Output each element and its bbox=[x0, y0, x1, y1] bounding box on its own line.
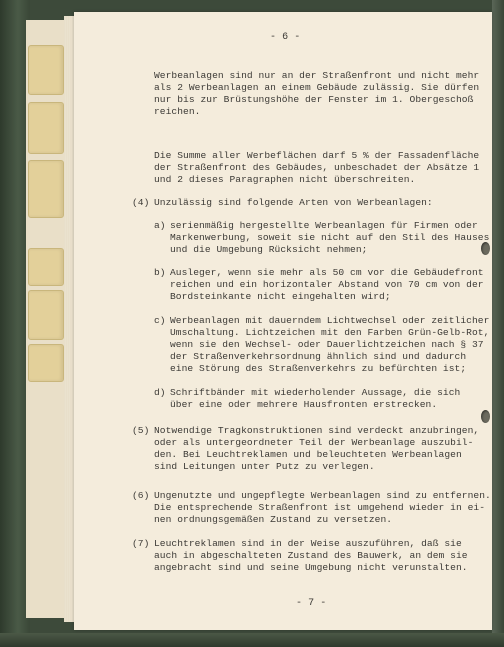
text-line: reichen. bbox=[154, 106, 201, 117]
text-line: Werbeanlagen sind nur an der Straßenfront und nicht mehr bbox=[154, 70, 480, 81]
binder-cover-bottom bbox=[0, 633, 504, 647]
index-tab-2[interactable] bbox=[28, 102, 64, 154]
text-line: Ungenutzte und ungepflegte Werbeanlagen sind zu entfernen. bbox=[154, 490, 491, 501]
index-tab-1[interactable] bbox=[28, 45, 64, 95]
item-c-label: c) bbox=[154, 315, 166, 326]
text-line: Umschaltung. Lichtzeichen mit den Farben Grün-Gelb-Rot, bbox=[170, 327, 490, 338]
text-line: Leuchtreklamen sind in der Weise auszuführen, daß sie bbox=[154, 538, 462, 549]
page-stack-edge bbox=[64, 16, 74, 622]
text-line: wenn sie den Wechsel- oder Dauerlichtzeichen nach § 37 bbox=[170, 339, 484, 350]
text-line: Notwendige Tragkonstruktionen sind verdeckt anzubringen, bbox=[154, 425, 480, 436]
text-line: Markenwerbung, soweit sie nicht auf den Stil des Hauses bbox=[170, 232, 490, 243]
section-7-number: (7) bbox=[132, 538, 150, 549]
index-tab-6[interactable] bbox=[28, 344, 64, 382]
text-line: Bordsteinkante nicht eingehalten wird; bbox=[170, 291, 391, 302]
text-line: Ausleger, wenn sie mehr als 50 cm vor die Gebäudefront bbox=[170, 267, 484, 278]
index-tab-3[interactable] bbox=[28, 160, 64, 218]
text-line: nur bis zur Brüstungshöhe der Fenster im 1. Obergeschoß bbox=[154, 94, 474, 105]
index-tab-5[interactable] bbox=[28, 290, 64, 340]
section-6-number: (6) bbox=[132, 490, 150, 501]
text-line: der Straßenfront des Gebäudes, unbeschadet der Absätze 1 bbox=[154, 162, 480, 173]
text-line: Schriftbänder mit wiederholender Aussage, die sich bbox=[170, 387, 461, 398]
page-number: - 6 - bbox=[270, 32, 301, 43]
text-line: angebracht sind und seine Umgebung nicht verunstalten. bbox=[154, 562, 468, 573]
text-line: den. Bei Leuchtreklamen und beleuchteten Werbeanlagen bbox=[154, 449, 462, 460]
text-line: reichen und ein horizontaler Abstand von 70 cm von der bbox=[170, 279, 484, 290]
document-page bbox=[74, 12, 492, 630]
text-line: und 2 dieses Paragraphen nicht überschreiten. bbox=[154, 174, 416, 185]
text-line: serienmäßig hergestellte Werbeanlagen für Firmen oder bbox=[170, 220, 478, 231]
next-page-marker: - 7 - bbox=[296, 598, 327, 609]
text-line: der Straßenverkehrsordnung ähnlich sind und dadurch bbox=[170, 351, 467, 362]
binder-cover-right bbox=[492, 0, 504, 647]
section-4-heading: Unzulässig sind folgende Arten von Werbeanlagen: bbox=[154, 197, 433, 208]
text-line: oder als untergeordneter Teil der Werbeanlage auszubil- bbox=[154, 437, 474, 448]
text-line: sind Leitungen unter Putz zu verlegen. bbox=[154, 461, 375, 472]
index-tab-4[interactable] bbox=[28, 248, 64, 286]
section-4-number: (4) bbox=[132, 197, 150, 208]
text-line: als 2 Werbeanlagen an einem Gebäude zulässig. Sie dürfen bbox=[154, 82, 480, 93]
punch-hole-bottom bbox=[481, 410, 490, 423]
item-b-label: b) bbox=[154, 267, 166, 278]
text-line: nen ordnungsgemäßen Zustand zu versetzen. bbox=[154, 514, 393, 525]
text-line: über eine oder mehrere Hausfronten erstrecken. bbox=[170, 399, 438, 410]
item-d-label: d) bbox=[154, 387, 166, 398]
text-line: Die entsprechende Straßenfront ist umgehend wieder in ei- bbox=[154, 502, 486, 513]
section-5-number: (5) bbox=[132, 425, 150, 436]
text-line: auch in abgeschalteten Zustand des Bauwerk, an dem sie bbox=[154, 550, 468, 561]
item-a-label: a) bbox=[154, 220, 166, 231]
text-line: und die Umgebung Rücksicht nehmen; bbox=[170, 244, 368, 255]
text-line: eine Störung des Straßenverkehrs zu befürchten ist; bbox=[170, 363, 467, 374]
text-line: Die Summe aller Werbeflächen darf 5 % der Fassadenfläche bbox=[154, 150, 480, 161]
text-line: Werbeanlagen mit dauerndem Lichtwechsel oder zeitlicher bbox=[170, 315, 490, 326]
